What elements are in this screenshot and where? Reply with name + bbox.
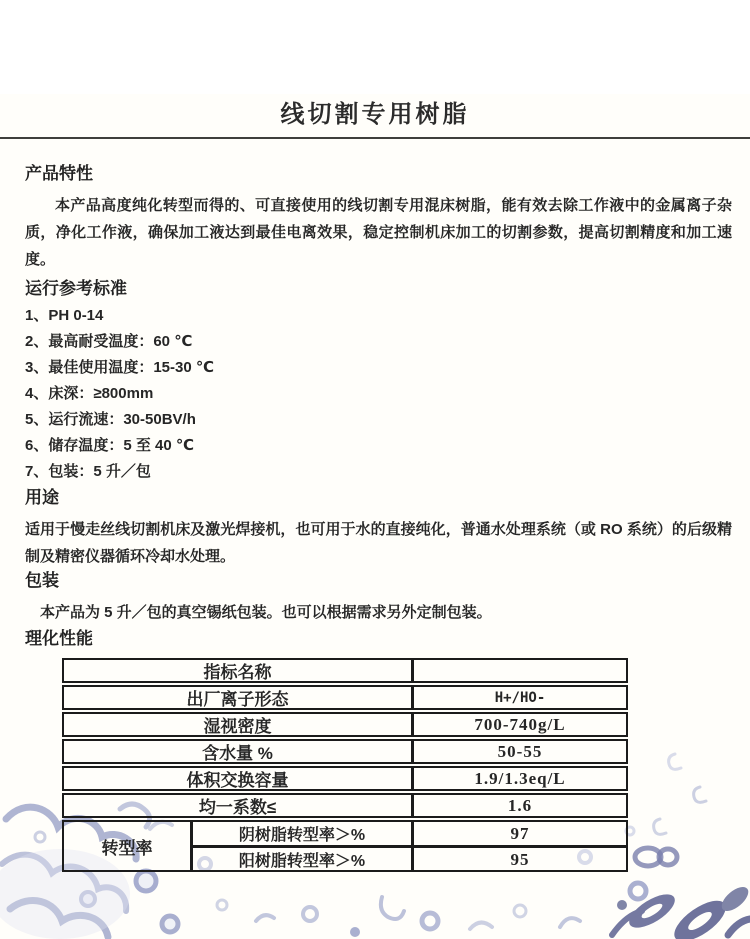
row-label: 湿视密度 bbox=[64, 714, 414, 735]
section-heading-features: 产品特性 bbox=[25, 164, 93, 183]
table-row bbox=[193, 822, 626, 848]
conversion-group-row bbox=[62, 820, 628, 872]
row-value: H+/HO- bbox=[494, 689, 546, 706]
row-label: 指标名称 bbox=[64, 660, 414, 681]
row-label: 阳树脂转型率＞% bbox=[193, 848, 414, 871]
features-paragraph: 本产品高度纯化转型而得的、可直接使用的线切割专用混床树脂，能有效去除工作液中的金属离子杂质，净化工作液，确保加工液达到最佳电离效果，稳定控制机床加工的切割参数，提高切割精度和加工速度。 bbox=[25, 197, 732, 268]
row-value bbox=[414, 660, 626, 681]
document-page bbox=[0, 94, 750, 939]
title-divider bbox=[0, 137, 750, 139]
table-row bbox=[193, 848, 626, 871]
page-title: 线切割专用树脂 bbox=[280, 101, 470, 128]
table-row bbox=[62, 685, 628, 710]
table-row bbox=[62, 766, 628, 791]
table-row bbox=[62, 793, 628, 818]
row-value: 50-55 bbox=[497, 741, 543, 761]
row-label: 体积交换容量 bbox=[64, 768, 414, 789]
section-heading-properties: 理化性能 bbox=[25, 629, 93, 648]
row-label: 含水量 % bbox=[64, 741, 414, 762]
standards-list bbox=[25, 303, 732, 485]
list-item: 7、包装：5 升／包 bbox=[25, 463, 151, 480]
conversion-group-label: 转型率 bbox=[64, 822, 193, 870]
packaging-paragraph: 本产品为 5 升／包的真空锡纸包装。也可以根据需求另外定制包装。 bbox=[40, 604, 492, 621]
section-heading-standards: 运行参考标准 bbox=[25, 279, 127, 298]
table-row bbox=[62, 658, 628, 683]
list-item: 4、床深：≥800mm bbox=[25, 385, 154, 402]
list-item: 5、运行流速：30-50BV/h bbox=[25, 411, 196, 428]
section-heading-packaging: 包装 bbox=[25, 571, 59, 590]
table-row bbox=[62, 712, 628, 737]
spec-table bbox=[62, 658, 628, 872]
row-value: 95 bbox=[510, 849, 530, 869]
list-item: 2、最高耐受温度：60 ℃ bbox=[25, 333, 193, 350]
row-value: 700-740g/L bbox=[474, 714, 566, 734]
table-row bbox=[62, 739, 628, 764]
conversion-group-body bbox=[193, 822, 626, 870]
row-label: 出厂离子形态 bbox=[64, 687, 414, 708]
row-value: 1.6 bbox=[507, 795, 533, 815]
list-item: 6、储存温度：5 至 40 ℃ bbox=[25, 437, 195, 454]
row-value: 97 bbox=[510, 823, 530, 843]
row-label: 均一系数≤ bbox=[64, 795, 414, 816]
usage-paragraph: 适用于慢走丝线切割机床及激光焊接机，也可用于水的直接纯化，普通水处理系统（或 RO 系统）的后级精制及精密仪器循环冷却水处理。 bbox=[25, 521, 732, 565]
row-label: 阴树脂转型率＞% bbox=[193, 822, 414, 845]
row-value: 1.9/1.3eq/L bbox=[474, 768, 566, 788]
section-heading-usage: 用途 bbox=[25, 488, 59, 507]
list-item: 3、最佳使用温度：15-30 ℃ bbox=[25, 359, 215, 376]
list-item: 1、PH 0-14 bbox=[25, 307, 104, 324]
